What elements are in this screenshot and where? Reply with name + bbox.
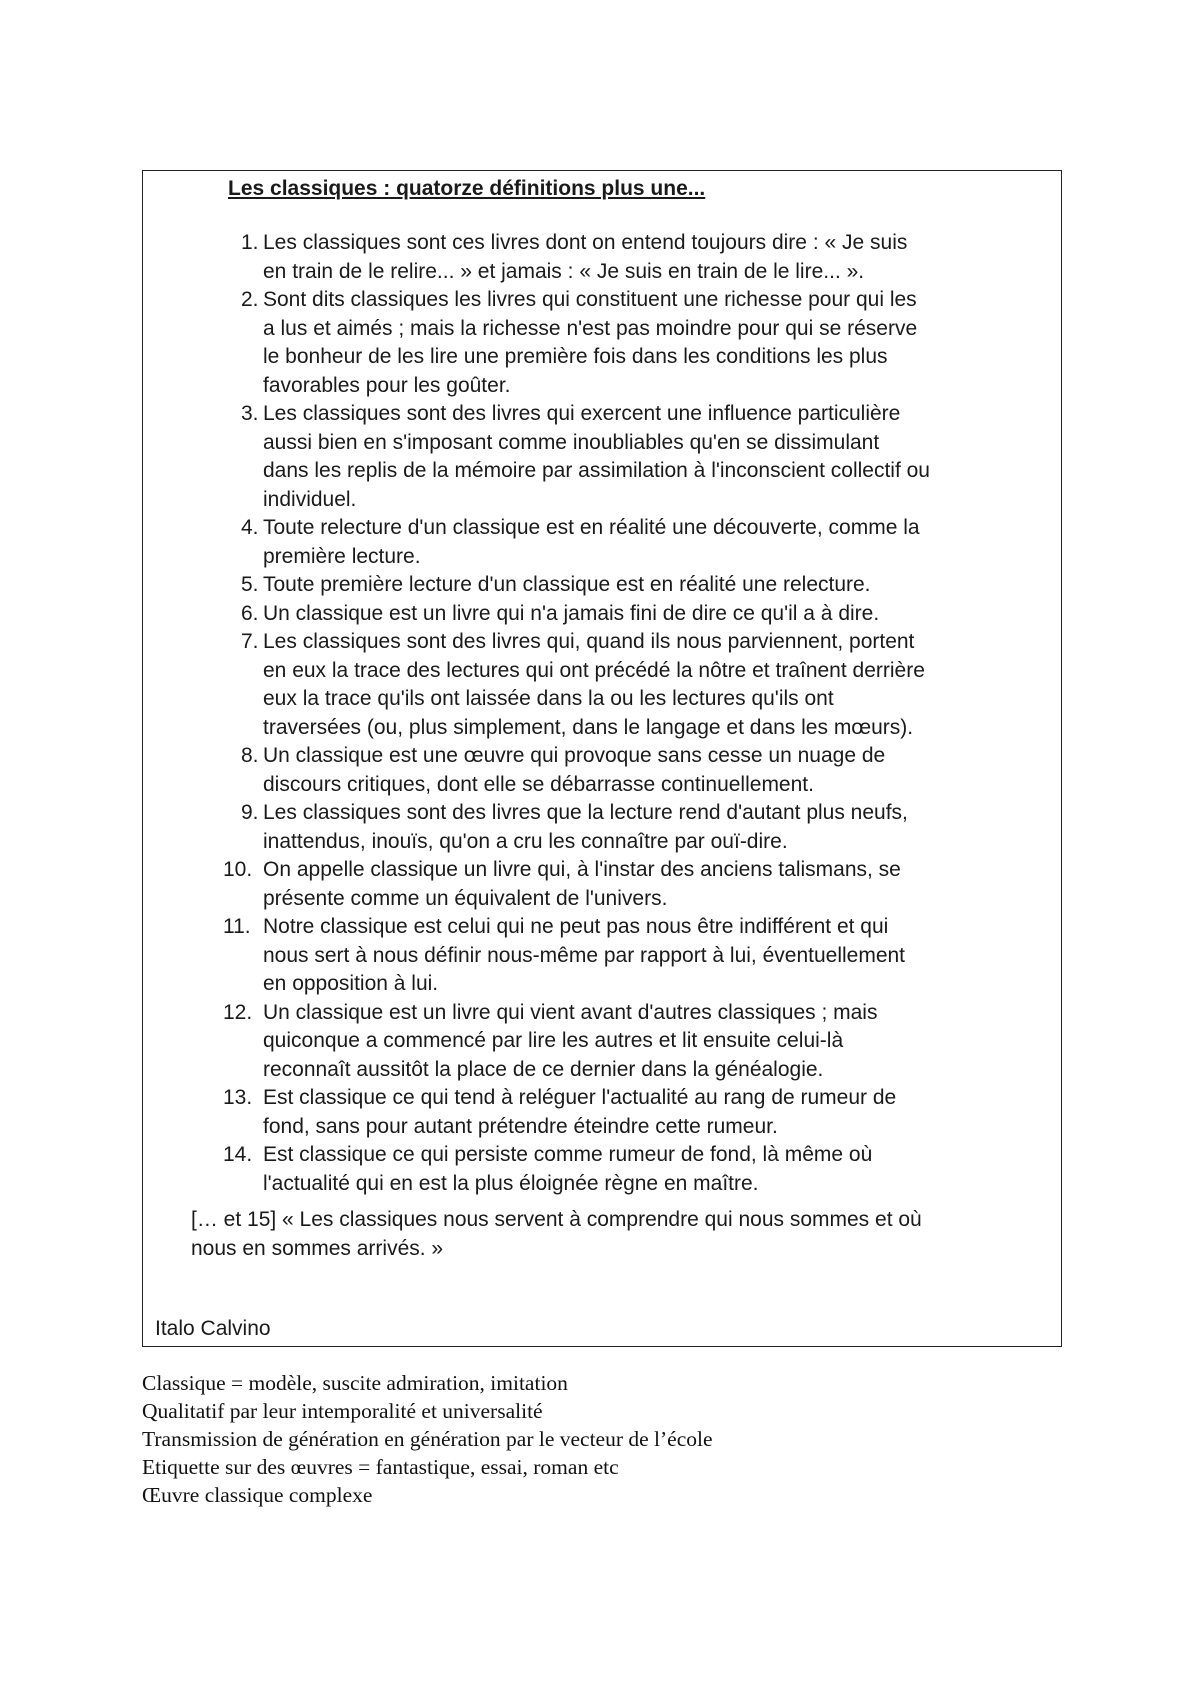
item-line: quiconque a commencé par lire les autres et lit ensuite celui-là — [263, 1029, 844, 1052]
item-number: 4. — [241, 516, 259, 539]
final-line: nous en sommes arrivés. » — [191, 1236, 444, 1260]
item-line: Un classique est un livre qui vient avant d'autres classiques ; mais — [263, 1000, 878, 1024]
item-line: Toute relecture d'un classique est en réalité une découverte, comme la — [263, 516, 920, 539]
final-definition — [191, 1206, 1051, 1263]
item-line: Notre classique est celui qui ne peut pas nous être indifférent et qui — [263, 915, 889, 938]
final-line: [… et 15] « Les classiques nous servent à comprendre qui nous sommes et où — [191, 1208, 922, 1231]
item-line: aussi bien en s'imposant comme inoubliables qu'en se dissimulant — [263, 430, 880, 454]
box-title: Les classiques : quatorze définitions plus une... — [228, 177, 706, 200]
item-line: inattendus, inouïs, qu'on a cru les connaître par ouï-dire. — [263, 829, 788, 853]
list-item — [223, 913, 1063, 999]
item-number: 11. — [223, 915, 251, 938]
item-line: Toute première lecture d'un classique est en réalité une relecture. — [263, 573, 871, 596]
item-line: fond, sans pour autant prétendre éteindre cette rumeur. — [263, 1114, 778, 1138]
list-item — [223, 514, 1063, 571]
definitions-list — [223, 229, 1063, 1198]
list-item — [223, 400, 1063, 514]
item-line: nous sert à nous définir nous-même par rapport à lui, éventuellement — [263, 943, 906, 967]
item-line: Est classique ce qui tend à reléguer l'actualité au rang de rumeur de — [263, 1086, 897, 1109]
item-line: Les classiques sont ces livres dont on entend toujours dire : « Je suis — [263, 231, 908, 254]
item-line: Sont dits classiques les livres qui constituent une richesse pour qui les — [263, 288, 917, 311]
item-line: Un classique est un livre qui n'a jamais fini de dire ce qu'il a à dire. — [263, 601, 880, 625]
author-name: Italo Calvino — [155, 1317, 271, 1340]
item-line: On appelle classique un livre qui, à l'instar des anciens talismans, se — [263, 858, 901, 881]
item-line: individuel. — [263, 487, 357, 511]
item-line: l'actualité qui en est la plus éloignée règne en maître. — [263, 1171, 759, 1195]
item-number: 12. — [223, 1000, 253, 1024]
item-line: eux la trace qu'ils ont laissée dans la ou les lectures qu'ils ont — [263, 687, 834, 710]
item-number: 3. — [241, 402, 259, 425]
item-line: reconnaît aussitôt la place de ce dernier dans la généalogie. — [263, 1057, 824, 1081]
item-line: en opposition à lui. — [263, 972, 439, 995]
list-item — [223, 571, 1063, 600]
item-number: 2. — [241, 288, 259, 311]
item-number: 6. — [241, 601, 259, 625]
item-number: 9. — [241, 801, 259, 824]
item-line: Les classiques sont des livres que la lecture rend d'autant plus neufs, — [263, 801, 908, 824]
item-number: 10. — [223, 858, 253, 881]
item-line: présente comme un équivalent de l'univers. — [263, 886, 668, 910]
list-item — [223, 1141, 1063, 1198]
item-line: traversées (ou, plus simplement, dans le langage et dans les mœurs). — [263, 715, 914, 739]
item-line: a lus et aimés ; mais la richesse n'est pas moindre pour qui se réserve — [263, 316, 918, 340]
item-line: favorables pour les goûter. — [263, 373, 511, 397]
item-line: Les classiques sont des livres qui, quand ils nous parviennent, portent — [263, 630, 915, 653]
list-item — [223, 799, 1063, 856]
note-line: Qualitatif par leur intemporalité et universalité — [142, 1399, 543, 1423]
item-number: 5. — [241, 573, 259, 596]
item-line: discours critiques, dont elle se débarrasse continuellement. — [263, 772, 814, 796]
item-number: 13. — [223, 1086, 253, 1109]
item-number: 8. — [241, 744, 259, 767]
item-number: 14. — [223, 1143, 253, 1166]
note-line: Etiquette sur des œuvres = fantastique, essai, roman etc — [142, 1455, 619, 1479]
list-item — [223, 600, 1063, 629]
note-line: Œuvre classique complexe — [142, 1483, 373, 1507]
item-line: en train de le relire... » et jamais : « Je suis en train de le lire... ». — [263, 259, 865, 283]
list-item — [223, 1084, 1063, 1141]
notes-section — [142, 1369, 1142, 1509]
quote-box — [142, 170, 1062, 1347]
item-line: en eux la trace des lectures qui ont précédé la nôtre et traînent derrière — [263, 658, 925, 682]
item-line: Les classiques sont des livres qui exercent une influence particulière — [263, 402, 901, 425]
list-item — [223, 286, 1063, 400]
note-line: Transmission de génération en génération par le vecteur de l’école — [142, 1427, 713, 1451]
item-line: dans les replis de la mémoire par assimilation à l'inconscient collectif ou — [263, 459, 930, 482]
note-line: Classique = modèle, suscite admiration, imitation — [142, 1371, 568, 1395]
item-line: première lecture. — [263, 544, 421, 568]
item-line: Un classique est une œuvre qui provoque sans cesse un nuage de — [263, 744, 886, 767]
list-item — [223, 229, 1063, 286]
list-item — [223, 999, 1063, 1085]
list-item — [223, 742, 1063, 799]
item-number: 7. — [241, 630, 259, 653]
item-line: Est classique ce qui persiste comme rumeur de fond, là même où — [263, 1143, 873, 1166]
list-item — [223, 628, 1063, 742]
item-line: le bonheur de les lire une première fois dans les conditions les plus — [263, 345, 888, 368]
item-number: 1. — [241, 231, 259, 254]
list-item — [223, 856, 1063, 913]
